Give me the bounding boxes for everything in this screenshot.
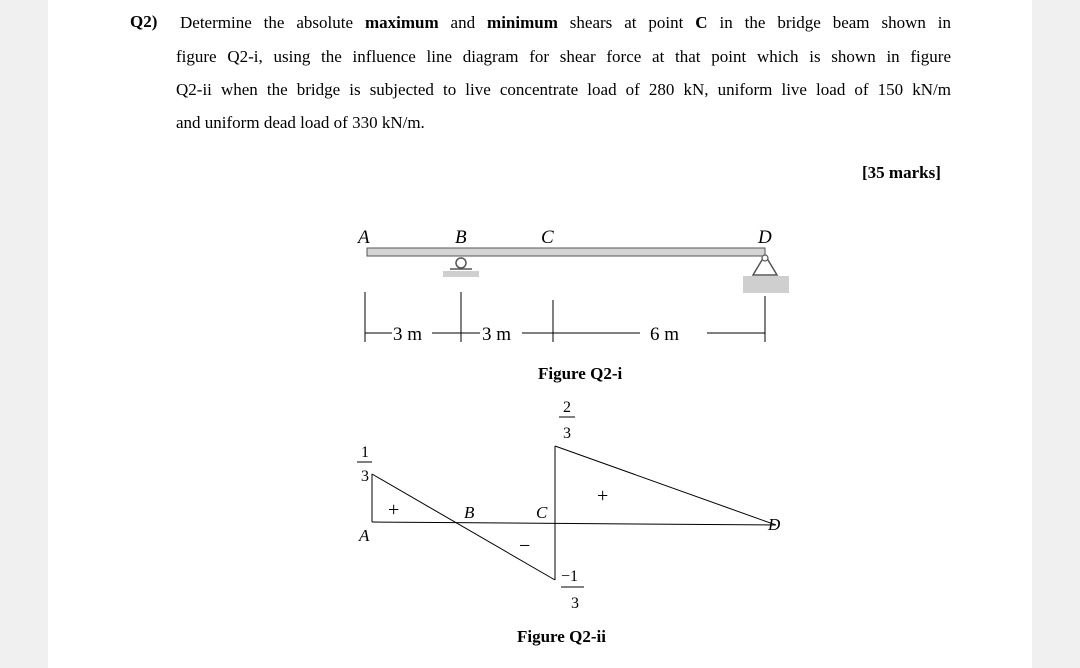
ordinate-C-right-den: 3 <box>563 425 571 442</box>
dim-CD: 6 m <box>650 324 680 345</box>
pin-support-D <box>743 255 789 293</box>
ordinate-C-left-den: 3 <box>571 595 579 612</box>
question-line-4: and uniform dead load of 330 kN/m. <box>176 113 425 132</box>
sign-negative: − <box>519 535 531 557</box>
sign-positive-left: + <box>388 499 400 521</box>
influence-line <box>372 446 776 580</box>
dim-AB: 3 m <box>393 324 423 345</box>
ordinate-C-left-num: −1 <box>561 568 579 585</box>
beam-figure <box>356 227 789 293</box>
il-label-A: A <box>359 526 370 545</box>
label-B: B <box>455 227 467 248</box>
il-label-C: C <box>536 503 548 522</box>
label-D: D <box>758 227 772 248</box>
il-label-D: D <box>768 515 781 534</box>
caption-figure-1: Figure Q2-i <box>538 364 623 383</box>
question-line-2: figure Q2-i, using the influence line diagram for shear force at that point which is shown in figure <box>176 47 951 66</box>
dimension-line <box>365 292 765 342</box>
marks-label: [35 marks] <box>862 163 941 182</box>
il-label-B: B <box>464 503 475 522</box>
ordinate-A-num: 1 <box>361 444 369 461</box>
question-line-3: Q2-ii when the bridge is subjected to live concentrate load of 280 kN, uniform live load of 150 kN/m <box>176 80 951 99</box>
roller-support-B <box>443 258 479 277</box>
question-line-1: Determine the absolute maximum and minimum shears at point C in the bridge beam shown in <box>180 13 951 32</box>
sign-positive-right: + <box>597 485 609 507</box>
label-A: A <box>358 227 370 248</box>
ordinate-A-den: 3 <box>361 468 369 485</box>
question-number: Q2) <box>130 12 158 31</box>
beam <box>367 248 765 256</box>
caption-figure-2: Figure Q2-ii <box>517 627 606 646</box>
label-C: C <box>541 227 554 248</box>
ordinate-C-right-num: 2 <box>563 399 571 416</box>
dim-BC: 3 m <box>482 324 512 345</box>
